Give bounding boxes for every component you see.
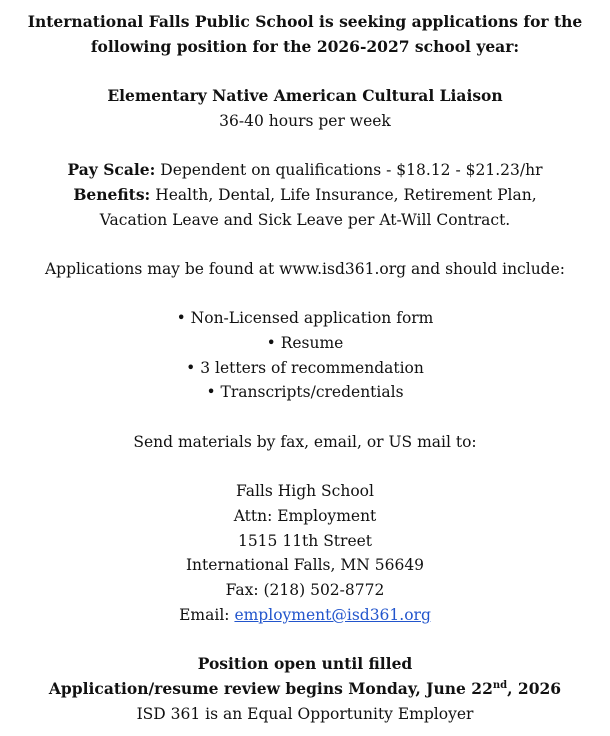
benefits-value: Health, Dental, Life Insurance, Retirement Plan, xyxy=(150,185,537,204)
address-fax: Fax: (218) 502-8772 xyxy=(225,581,385,600)
review-sup: nd xyxy=(492,679,508,691)
benefits xyxy=(0,183,610,208)
position-hours: 36-40 hours per week xyxy=(219,111,391,130)
pay-scale-value: Dependent on qualifications - $18.12 - $21.23/hr xyxy=(155,161,543,180)
spacer xyxy=(0,59,610,84)
position-title: Elementary Native American Cultural Liaison xyxy=(107,86,503,106)
list-item: • 3 letters of recommendation xyxy=(186,358,424,377)
email-label: Email: xyxy=(179,605,235,624)
applications-intro: Applications may be found at www.isd361.org and should include: xyxy=(44,259,565,278)
address-name: Falls High School xyxy=(236,482,374,501)
eoe-statement: ISD 361 is an Equal Opportunity Employer xyxy=(136,704,474,723)
benefits-line-2: Vacation Leave and Sick Leave per At-Will Contract. xyxy=(99,210,511,229)
address-city: International Falls, MN 56649 xyxy=(185,556,425,575)
spacer xyxy=(0,627,610,652)
address-attn: Attn: Employment xyxy=(233,506,377,525)
email-link[interactable]: employment@isd361.org xyxy=(234,605,431,624)
review-prefix: Application/resume review begins Monday, June 22 xyxy=(48,678,493,698)
pay-scale-label: Pay Scale: xyxy=(67,160,156,180)
address-street: 1515 11th Street xyxy=(237,531,373,550)
address-email xyxy=(0,603,610,628)
header-line-1: International Falls Public School is seeking applications for the xyxy=(27,12,583,31)
spacer xyxy=(0,455,610,480)
benefits-label: Benefits: xyxy=(73,184,151,204)
send-intro: Send materials by fax, email, or US mail to: xyxy=(133,432,477,451)
spacer xyxy=(0,232,610,257)
header-line-2: following position for the 2026-2027 school year: xyxy=(90,36,520,56)
review-suffix: , 2026 xyxy=(507,678,562,698)
review-date xyxy=(0,677,610,702)
list-item: • Transcripts/credentials xyxy=(206,383,404,402)
spacer xyxy=(0,405,610,430)
list-item: • Non-Licensed application form xyxy=(176,309,434,328)
spacer xyxy=(0,282,610,307)
list-item: • Resume xyxy=(266,334,344,353)
pay-scale xyxy=(0,158,610,183)
position-open: Position open until filled xyxy=(197,654,413,674)
spacer xyxy=(0,134,610,159)
